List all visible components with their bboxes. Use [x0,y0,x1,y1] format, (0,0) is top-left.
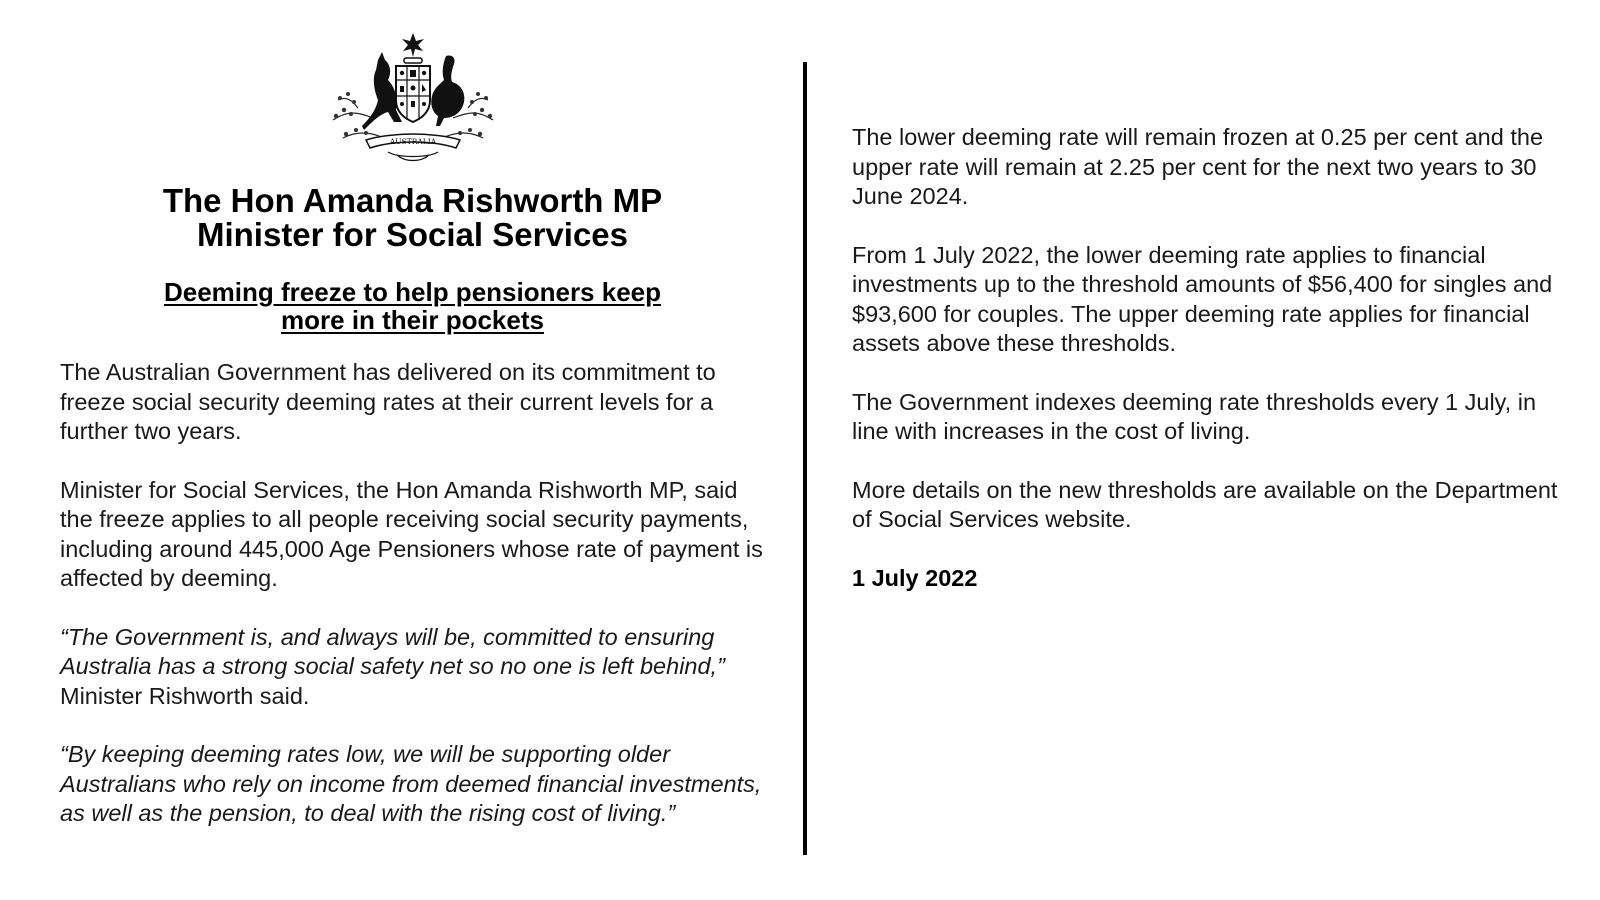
coat-of-arms-icon [318,30,508,168]
column-divider [803,62,807,855]
right-column [852,123,1562,593]
paragraph-commitment: The Australian Government has delivered on its commitment to freeze social security deeming rates at their current levels for a further two years. [60,359,716,444]
paragraph-thresholds: From 1 July 2022, the lower deeming rate applies to financial investments up to the threshold amounts of $56,400 for singles and $93,600 for couples. The upper deeming rate applies for financial assets above these thresholds. [852,241,1553,356]
release-headline [60,278,765,334]
paragraph-quote-older-australians: “By keeping deeming rates low, we will be supporting older Australians who rely on income from deemed financial investments, as well as the pension, to deal with the rising cost of living.” [60,741,762,826]
left-column [60,30,765,829]
paragraph-minister-statement: Minister for Social Services, the Hon Amanda Rishworth MP, said the freeze applies to all people receiving social security payments, including around 445,000 Age Pensioners whose rate of payment is affected by deeming. [60,476,763,591]
quote-attribution: Minister Rishworth said. [60,682,310,709]
paragraph-more-details: More details on the new thresholds are available on the Department of Social Services website. [852,476,1558,532]
headline-line-1: Deeming freeze to help pensioners keep [163,277,662,307]
left-body [60,358,765,829]
minister-title: Minister for Social Services [196,216,628,253]
paragraph-quote-safety-net [60,623,765,712]
crest-scroll-text: AUSTRALIA [389,137,436,146]
paragraph-indexation: The Government indexes deeming rate thresholds every 1 July, in line with increases in the cost of living. [852,388,1537,444]
minister-heading [60,184,765,252]
headline-line-2: more in their pockets [281,305,544,335]
quote-safety-net: “The Government is, and always will be, committed to ensuring Australia has a strong social safety net so no one is left behind,” [60,623,725,679]
paragraph-rates-frozen: The lower deeming rate will remain frozen at 0.25 per cent and the upper rate will remain at 2.25 per cent for the next two years to 30 June 2024. [852,124,1544,209]
release-date: 1 July 2022 [852,564,978,591]
minister-name: The Hon Amanda Rishworth MP [162,182,663,219]
